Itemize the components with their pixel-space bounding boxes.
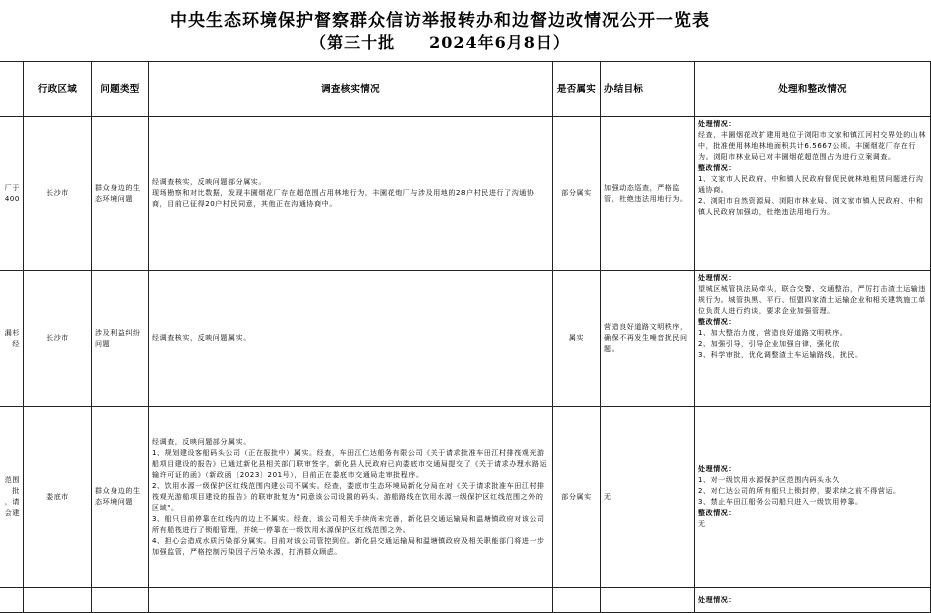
col-header-investigation: 调查核实情况 [149, 62, 553, 117]
table-row [0, 588, 931, 613]
table-row [0, 117, 931, 271]
type-cell [92, 588, 149, 613]
goal-cell: 无 [601, 407, 695, 588]
investigation-cell: 经调查核实，反映问题属实。 [149, 271, 553, 407]
col-header-handling: 处理和整改情况 [695, 62, 931, 117]
goal-cell: 营造良好道路文明秩序，确保不再发生噪音扰民问题。 [601, 271, 695, 407]
goal-cell: 加强动态巡查，严格监管，杜绝违法用地行为。 [601, 117, 695, 271]
handling-label: 处理情况： [698, 120, 736, 128]
handling-cell [695, 588, 931, 613]
handling-cell [695, 271, 931, 407]
goal-cell [601, 588, 695, 613]
handling-cell [695, 117, 931, 271]
type-cell: 涉及利益纠纷问题 [92, 271, 149, 407]
col-header-region: 行政区域 [24, 62, 92, 117]
col-header-verified: 是否属实 [553, 62, 601, 117]
region-cell: 长沙市 [24, 117, 92, 271]
col-header-type: 问题类型 [92, 62, 149, 117]
page-subtitle: （第三十批 2024年6月8日） [310, 33, 570, 52]
verified-cell: 属实 [553, 271, 601, 407]
rectification-label: 整改情况： [698, 164, 736, 172]
handling-cell [695, 407, 931, 588]
region-cell [24, 588, 92, 613]
table-row [0, 271, 931, 407]
col-header-complaint [0, 62, 24, 117]
rectification-label: 整改情况： [698, 509, 736, 517]
verified-cell: 部分属实 [553, 117, 601, 271]
verified-cell: 部分属实 [553, 407, 601, 588]
handling-text: 1、对一级饮用水源保护区范围内码头永久 2、对仁达公司的所有船只上锁封停，要求续之前不得营运。 3、禁止车田江船务公司船只进入一级饮用停靠。 [698, 476, 901, 506]
rectification-text: 1、加大整治力度，营造良好道路文明秩序。 2、加强引导，引导企业加强自律，强化依 3、科学审批，优化调整渣土车运输路线，扰民。 [698, 329, 863, 359]
region-cell: 长沙市 [24, 271, 92, 407]
investigation-cell [149, 588, 553, 613]
handling-label: 处理情况： [698, 595, 736, 604]
col-header-goal: 办结目标 [601, 62, 695, 117]
handling-label: 处理情况： [698, 274, 736, 282]
table-row [0, 407, 931, 588]
page-title: 中央生态环境保护督察群众信访举报转办和边督边改情况公开一览表 [170, 11, 710, 31]
region-cell: 娄底市 [24, 407, 92, 588]
investigation-cell: 经调查，反映问题部分属实。 1、规划建设客船码头公司（正在报批中）属实。经查，车田江仁达船务有限公司《关于请求批准车田江村排筏观光游船项目建设的报告》已通过新化县相关部门联审签字，新化县人民政府已向娄底市交通局提交了《关于请求办理水路运输许可证的函》（新政函〔2023〕201号），目前正在娄底市交通局走审批程序。 2、饮用水源一级保护区红线范围内建公司不属实。经查，娄底市生态环境局新化分局在对《关于请求批准车田江村排筏观光游船项目建设的报告》的联审批复为"同意该公司设置的码头、游船路线在饮用水源一级保护区红线范围之外的区域"。 3、船只目前停靠在红线内的边上不属实。经查，该公司相关手续尚未完善，新化县交通运输局和温塘镇政府对该公司所有船筏进行了锁船管理，并统一停靠在一级饮用水源保护区红线范围之外。 4、担心会造成水质污染部分属实。目前对该公司管控到位。新化县交通运输局和温塘镇政府及相关职能部门将进一步加强监管，严格控制污染因子污染水源，打消群众顾虑。 [149, 407, 553, 588]
handling-label: 处理情况： [698, 465, 736, 473]
complaint-cell: 漏杉 经 [0, 271, 24, 407]
type-cell: 群众身边的生态环境问题 [92, 407, 149, 588]
verified-cell [553, 588, 601, 613]
complaint-cell: 厂于 400 [0, 117, 24, 271]
rectification-text: 1、文家市人民政府、中和镇人民政府督促民就林地租赁问题进行沟通协商。 2、浏阳市自然资源局、浏阳市林业局、浏文家市镇人民政府、中和镇人民政府加强动，杜绝违法用地行为。 [698, 175, 924, 216]
handling-text: 望城区城管执法局牵头，联合交警、交通整治，严厉打击渣土运输违规行为。城管执黑、平行、恒盟四家渣土运输企业和相关建筑施工单位负责人进行约谈，要求企业加强管理。 [698, 285, 926, 315]
type-cell: 群众身边的生态环境问题 [92, 117, 149, 271]
complaint-cell: 范围 批 ，请 会建 [0, 407, 24, 588]
handling-text: 经查，丰園烟花改扩建用地位于浏阳市文家和镇江河村交界处的山林中，批准使用林地林地面积共计6.5667公顷。丰園烟花厂存在行为。浏阳市林业局已对丰園烟花超范围占为进行立案调查。 [698, 131, 926, 161]
rectification-label: 整改情况： [698, 318, 736, 326]
complaint-cell [0, 588, 24, 613]
investigation-cell: 经调查核实，反映问题部分属实。 现场勘察和对比数据，发现丰園烟花厂存在超范围占用林地行为，丰園花炮厂与涉及用地的28户村民进行了沟通协商，目前已征得20户村民同意，其他正在沟通协商中。 [149, 117, 553, 271]
table-header-row [0, 62, 931, 117]
disclosure-table [0, 61, 931, 613]
rectification-text: 无 [698, 520, 706, 528]
